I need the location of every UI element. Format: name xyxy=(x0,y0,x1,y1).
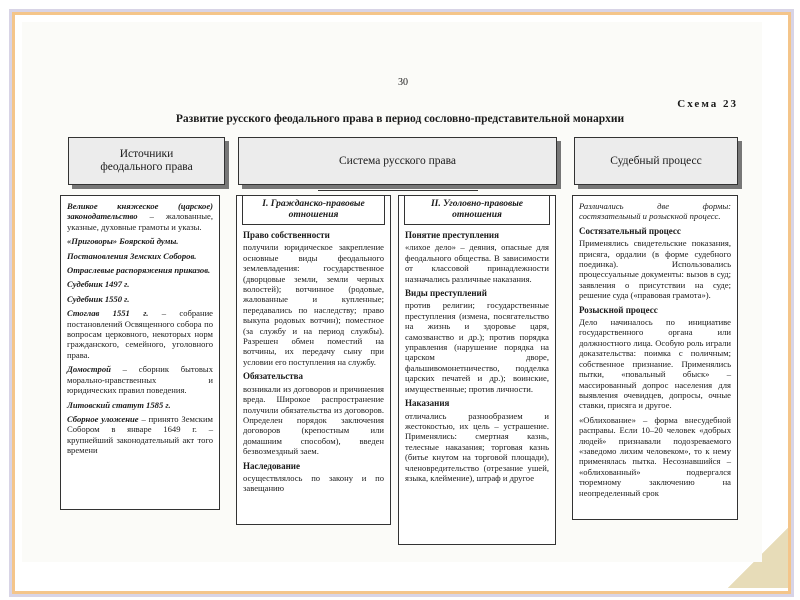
page-title: Развитие русского феодального права в период сословно-представительной монархии xyxy=(175,113,625,125)
section-title: Наследование xyxy=(243,460,300,471)
source-term: Домострой xyxy=(67,364,111,375)
source-item xyxy=(67,294,213,304)
civil-column xyxy=(236,195,391,525)
section-text: Применялись свидетельские показания, присяга, ордалии (в форме судебного поединка). Использовались процессуальные документы: вызов в суд; заявления о присутствии на суде; решение суда («правовая грамота»). xyxy=(579,238,731,301)
source-term: Судебник 1550 г. xyxy=(67,293,130,304)
source-item xyxy=(67,414,213,456)
section-title: Понятие преступления xyxy=(405,230,499,240)
source-item xyxy=(67,236,213,246)
source-description: – сборник бытовых морально-нравственных и юридических правил поведения. xyxy=(67,364,213,396)
source-item xyxy=(67,251,213,261)
court-sections xyxy=(579,226,731,498)
source-description: – собрание постановлений Освященного собора по вопросам церковного, некоторых норм гражданского, семейного, уголовного права. xyxy=(67,308,213,360)
section-text: Дело начиналось по инициативе государственного органа или должностного лица. Особую роль играли доказательства: поимка с поличным; собственное признание. Применялись пытки, «повальный обыск» – массированный допрос населения для выявления очевидцев, допросы, очные ставки, присяга и другое. xyxy=(579,317,731,411)
header-court: Судебный процесс xyxy=(574,137,738,185)
source-item xyxy=(67,364,213,395)
criminal-column xyxy=(398,195,556,545)
scheme-label: Схема 23 xyxy=(677,98,738,110)
civil-header: I. Гражданско-правовые отношения xyxy=(242,195,385,225)
section-title: Состязательный процесс xyxy=(579,225,681,236)
source-term: Судебник 1497 г. xyxy=(67,279,130,290)
section-title: Обязательства xyxy=(243,371,304,382)
criminal-header: II. Уголовно-правовые отношения xyxy=(404,195,550,225)
source-item xyxy=(67,201,213,232)
section-text: возникали из договоров и причинения вреда. Широкое распространение получили обязательства из договоров. Определен порядок заключения договоров (крепостным или домашним способом), введен безвозмездный заем. xyxy=(243,383,384,457)
source-item xyxy=(67,400,213,410)
section-title: Виды преступлений xyxy=(405,288,487,299)
court-intro: Различались две формы: состязательный и розыскной процесс. xyxy=(579,201,731,222)
header-sources: Источники феодального права xyxy=(68,137,225,185)
source-item xyxy=(67,279,213,289)
source-item xyxy=(67,308,213,360)
source-term: «Приговоры» Боярской думы. xyxy=(67,236,179,247)
source-term: Отраслевые распоряжения приказов. xyxy=(67,265,211,276)
section-title: Розыскной процесс xyxy=(579,304,658,315)
system-bracket xyxy=(318,190,478,191)
section-text: получили юридическое закрепление основные виды феодального землевладения: государственное (дворцовые земли, земли черных волостей); вотчинное (родовые, жалованные и купленные; передавались по наследству; право выкупа родовых вотчин); поместное (за службу и на период службы). Разрешен обмен поместий на вотчины, их передачу сыну при условии его поступления на службу. xyxy=(243,242,384,367)
court-column xyxy=(572,195,738,520)
source-term: Стоглав 1551 г. xyxy=(67,308,149,319)
source-term: Литовский статут 1585 г. xyxy=(67,399,171,410)
source-item xyxy=(67,265,213,275)
header-system: Система русского права xyxy=(238,137,557,185)
criminal-sections xyxy=(405,230,549,483)
section-text: против религии; государственные преступления (измена, посягательство на жизнь и здоровье царя, самозванство и др.); против порядка управления (нарушение порядка на царском дворе, фальшивомонетничество, подделка царских печатей и др.); воинские, имущественные; против личности. xyxy=(405,300,549,394)
source-description: – принято Земским Собором в январе 1649 г. – крупнейший законодательный акт того времени xyxy=(67,413,213,456)
section-title: Наказания xyxy=(405,398,450,409)
section-title: Право собственности xyxy=(243,230,330,240)
source-term: Постановления Земских Соборов. xyxy=(67,250,197,261)
sources-column xyxy=(60,195,220,510)
source-term: Сборное уложение xyxy=(67,413,139,424)
section-text: осуществлялось по закону и по завещанию xyxy=(243,472,384,494)
section-text: отличались разнообразием и жестокостью, их цель – устрашение. Применялись: смертная казнь, телесные наказания; торговая казнь (битье кнутом на торговой площади), членовредительство (отрезание ушей, языка, клеймение), штраф и другое xyxy=(405,410,549,483)
civil-sections xyxy=(243,230,384,494)
section-text: «лихое дело» – деяния, опасные для феодального общества. В зависимости от классовой принадлежности назначались различные наказания. xyxy=(405,242,549,284)
page-number: 30 xyxy=(398,77,408,88)
source-description: – жалованные, указные, духовные грамоты и указы. xyxy=(67,211,213,232)
section-text: «Облихование» – форма внесудебной расправы. Если 10–20 человек «добрых людей» признавали подозреваемого «заведомо лихим человеком», то к нему применялась пытка. Несознавшийся – «облихованный» подвергался тюремному заключению на неопределенный срок xyxy=(579,414,731,498)
sources-list xyxy=(67,201,213,456)
source-term: Великое княжеское (царское) законодательство xyxy=(67,201,213,222)
